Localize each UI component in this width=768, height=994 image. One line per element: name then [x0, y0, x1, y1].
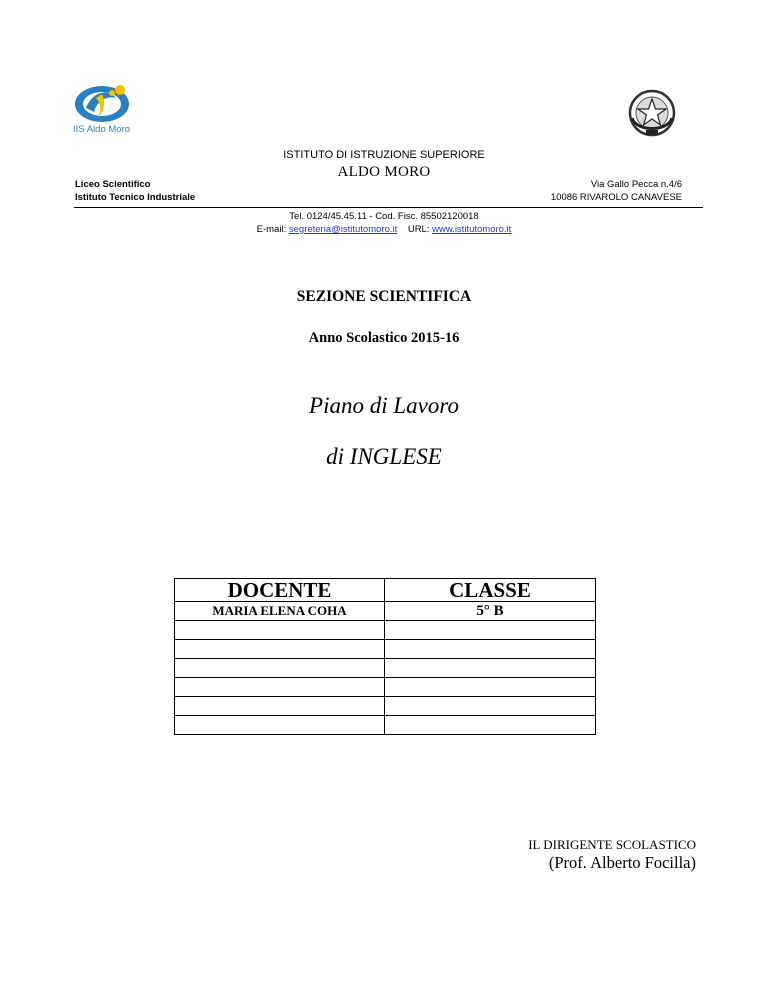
table-header-row: [175, 579, 596, 602]
header-classe: CLASSE: [385, 579, 596, 602]
email-label: E-mail:: [256, 224, 289, 235]
teacher-cell: [175, 678, 385, 697]
staff-table: [174, 578, 596, 735]
school-name-1: Liceo Scientifico: [75, 179, 151, 190]
teacher-cell: [175, 621, 385, 640]
table-row: [175, 659, 596, 678]
document-title: Piano di Lavoro: [309, 393, 459, 418]
aldo-moro-logo-icon: [72, 82, 138, 124]
contact-web-line: [0, 224, 768, 235]
url-label: URL:: [407, 224, 433, 235]
contact-phone-line: Tel. 0124/45.45.11 - Cod. Fisc. 85502120018: [289, 211, 479, 222]
class-cell: [385, 697, 596, 716]
school-name-2: Istituto Tecnico Industriale: [75, 192, 196, 203]
class-cell: 5° B: [385, 602, 596, 621]
header-docente: DOCENTE: [175, 579, 385, 602]
class-cell: [385, 640, 596, 659]
teacher-cell: [175, 697, 385, 716]
address-line-2: 10086 RIVAROLO CANAVESE: [550, 192, 682, 203]
teacher-cell: MARIA ELENA COHA: [175, 602, 385, 621]
url-link[interactable]: www.istitutomoro.it: [432, 224, 512, 235]
address-line-1: Via Gallo Pecca n.4/6: [590, 179, 682, 190]
school-year: Anno Scolastico 2015-16: [308, 330, 460, 346]
header-divider: [74, 207, 703, 208]
teacher-cell: [175, 659, 385, 678]
email-link[interactable]: segreteria@istitutomoro.it: [288, 224, 398, 235]
subject-title: di INGLESE: [326, 444, 442, 469]
class-cell: [385, 716, 596, 735]
teacher-cell: [175, 640, 385, 659]
institute-type: ISTITUTO DI ISTRUZIONE SUPERIORE: [283, 149, 485, 161]
italian-republic-emblem-icon: [626, 88, 678, 138]
table-row: [175, 697, 596, 716]
table-row: [175, 602, 596, 621]
institute-name: ALDO MORO: [337, 164, 431, 180]
table-row: [175, 716, 596, 735]
section-title: SEZIONE SCIENTIFICA: [296, 288, 472, 305]
table-row: [175, 678, 596, 697]
class-cell: [385, 678, 596, 697]
class-cell: [385, 621, 596, 640]
teacher-cell: [175, 716, 385, 735]
table-row: [175, 621, 596, 640]
emblem: [626, 88, 678, 138]
table-row: [175, 640, 596, 659]
logo-caption: IIS Aldo Moro: [73, 124, 131, 135]
signature-name: (Prof. Alberto Focilla): [548, 853, 696, 872]
class-cell: [385, 659, 596, 678]
school-logo: [72, 82, 142, 138]
signature-title: IL DIRIGENTE SCOLASTICO: [528, 837, 696, 852]
